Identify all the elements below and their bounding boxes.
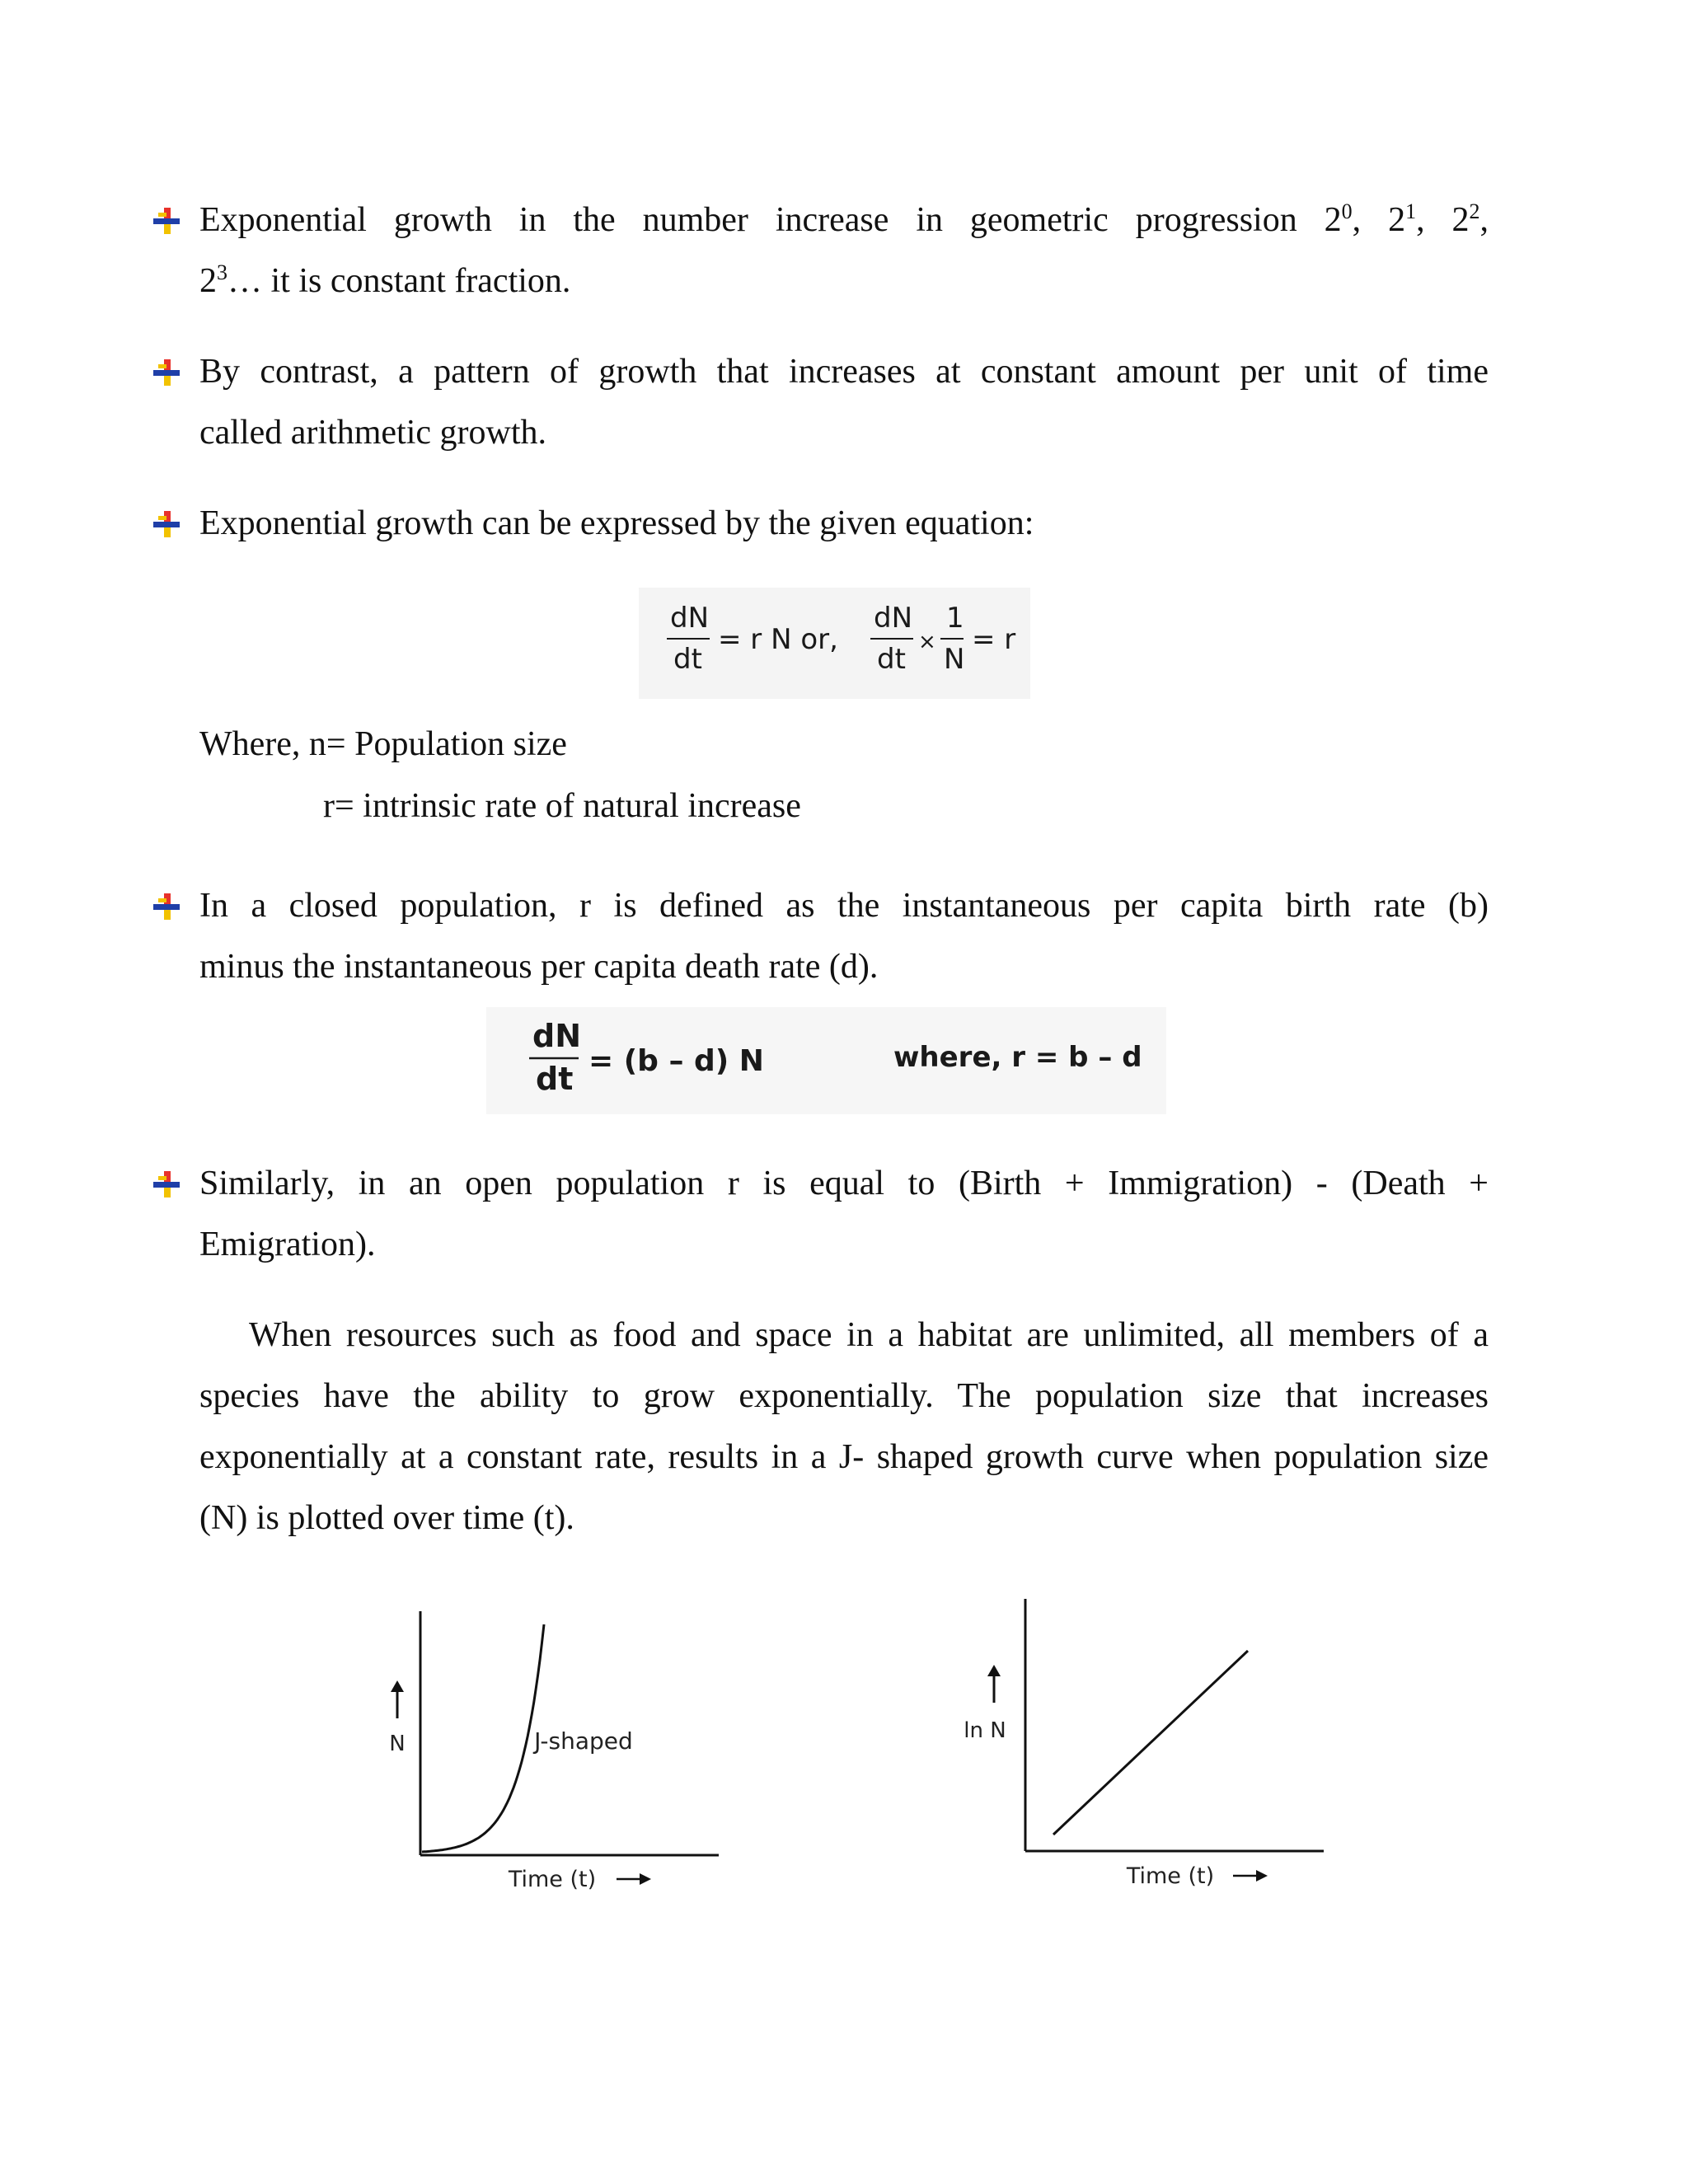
arrow-down-plus-icon [150,892,183,921]
right-arrow-head [1256,1870,1268,1882]
chart2-ylabel: ln N [964,1718,1006,1743]
eq1-num1: dN [670,602,710,635]
chart1-ylabel: N [389,1732,406,1756]
bullet-line: By contrast, a pattern of growth that increases at constant amount per unit of time [199,353,1489,391]
eq1-mid: = r N or, [718,623,838,656]
bullet-item-arithmetic-growth [199,341,1489,463]
bullet-line: $2^3\dots$ it is constant fraction. [199,260,571,300]
equation-exponential-growth [639,588,1030,699]
bullet-line: Emigration). [199,1226,376,1263]
bullet-line: Similarly, in an open population r is equal to (Birth + Immigration) - (Death + [199,1165,1489,1202]
bullet-line: called arithmetic growth. [199,414,547,452]
arrow-down-plus-icon [150,1169,183,1199]
paragraph-line: species have the ability to grow exponentially. The population size that increases [199,1377,1489,1415]
eq1-den1: dt [673,643,702,676]
eq1-num3: 1 [946,602,964,635]
eq2-den: dt [536,1061,574,1097]
eq2-where: where, r = b – d [893,1041,1142,1074]
body-paragraph [199,1305,1489,1549]
chart-j-shaped [363,1595,742,1908]
paragraph-line: (N) is plotted over time (t). [199,1499,574,1537]
eq1-num2: dN [874,602,913,635]
bullet-line: Exponential growth in the number increase in geometric progression $2^0$, $2^1$, $2^2$, [199,199,1489,239]
up-arrow-head [987,1665,1001,1676]
arrow-down-plus-icon [150,358,183,387]
up-arrow-head [391,1680,404,1692]
bullet-item-open-population [199,1153,1489,1275]
eq2-rhs: = (b – d) N [588,1044,764,1078]
eq1-rhs: = r [972,623,1016,656]
eq1-times: × [918,630,936,654]
chart2-xlabel: Time (t) [1126,1863,1215,1889]
where-line-intrinsic-rate: r= intrinsic rate of natural increase [323,787,801,825]
chart1-curve [422,1624,544,1852]
equation-closed-population [486,1007,1166,1114]
chart-ln-n-linear [948,1591,1335,1904]
chart1-xlabel: Time (t) [508,1867,597,1892]
bullet-line: In a closed population, r is defined as the instantaneous per capita birth rate (b) [199,887,1489,925]
arrow-down-plus-icon [150,509,183,539]
paragraph-line: When resources such as food and space in a habitat are unlimited, all members of a [249,1316,1489,1354]
bullet-item-equation-intro [199,493,1489,554]
right-arrow-head [640,1873,651,1885]
chart1-annotation: J-shaped [534,1727,633,1755]
chart2-line [1053,1651,1248,1835]
where-line-population: Where, n= Population size [199,725,567,763]
bullet-line: Exponential growth can be expressed by the given equation: [199,504,1034,542]
bullet-item-exponential-growth [199,190,1489,312]
eq1-den3: N [944,643,965,676]
bullet-item-closed-population [199,875,1489,997]
eq1-den2: dt [877,643,906,676]
paragraph-line: exponentially at a constant rate, results in a J- shaped growth curve when population size [199,1438,1489,1476]
bullet-line: minus the instantaneous per capita death rate (d). [199,948,879,986]
arrow-down-plus-icon [150,206,183,236]
eq2-num: dN [532,1018,582,1054]
